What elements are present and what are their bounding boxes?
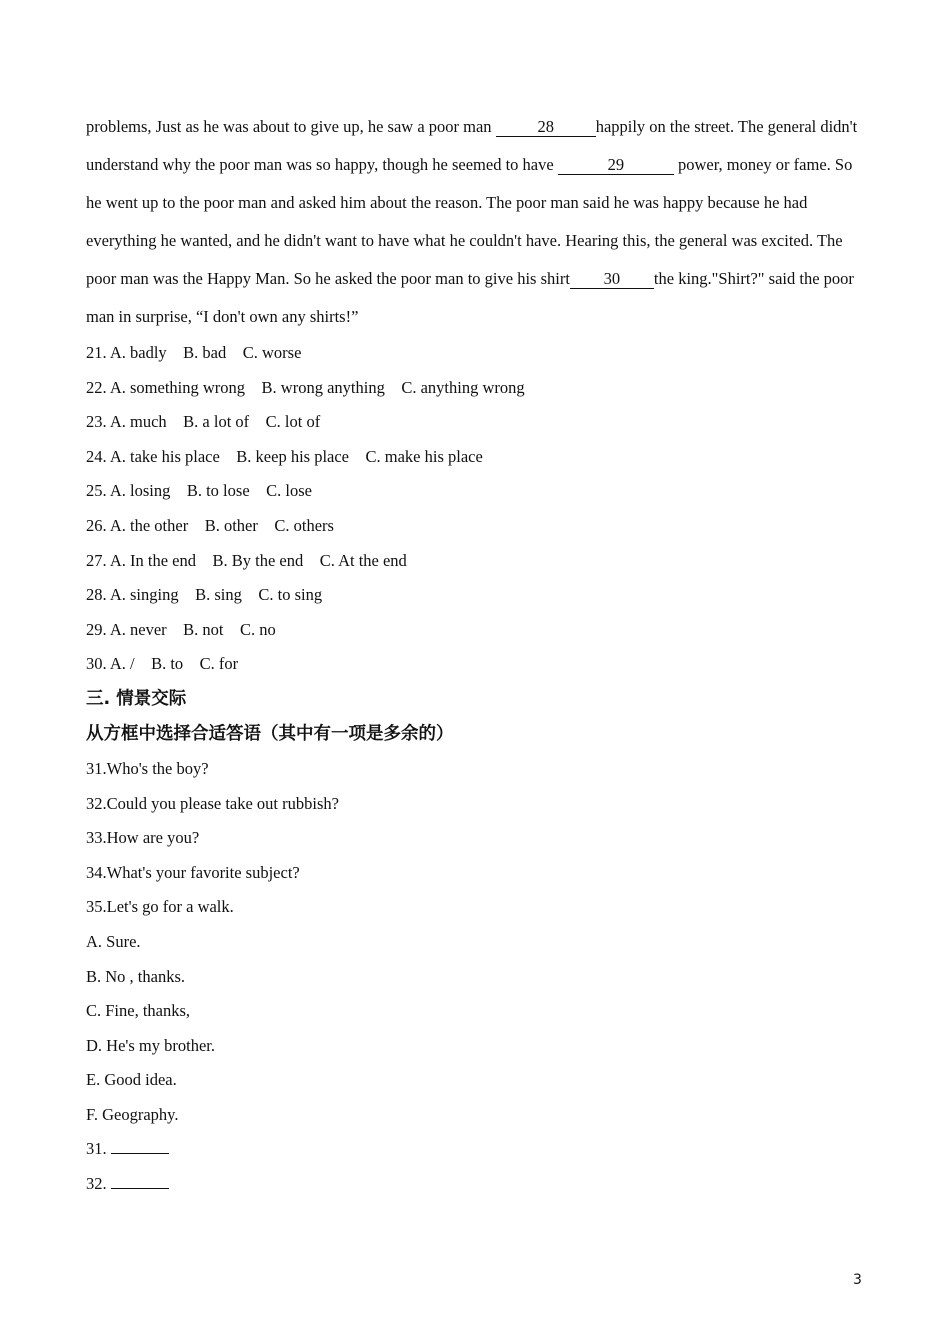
page-content xyxy=(86,108,866,1202)
answer-line-31 xyxy=(86,1132,866,1167)
section-instruction: 从方框中选择合适答语（其中有一项是多余的） xyxy=(86,723,454,744)
blank-29: 29 xyxy=(558,156,674,175)
dialog-question-35: 35.Let's go for a walk. xyxy=(86,897,234,917)
answer-blank-31[interactable] xyxy=(111,1137,169,1154)
answer-label-32: 32. xyxy=(86,1174,111,1194)
question-30: 30. A. / B. to C. for xyxy=(86,654,239,674)
question-22: 22. A. something wrong B. wrong anything C. anything wrong xyxy=(86,377,525,397)
answer-lines xyxy=(86,1132,866,1201)
answer-blank-32[interactable] xyxy=(111,1172,169,1189)
dialog-question-34: 34.What's your favorite subject? xyxy=(86,862,300,882)
option-b: B. No , thanks. xyxy=(86,966,185,986)
dialog-questions xyxy=(86,752,866,925)
passage-text-3: power, money or fame. So he went up to the poor man and asked him about the reason. The poor man said he was happy because he had everything he wanted, and he didn't want to have what he couldn't have. Hearing this, the general was excited. The poor man was the Happy Man. So he asked the poor man to give his shirt xyxy=(86,155,853,288)
question-25: 25. A. losing B. to lose C. lose xyxy=(86,481,312,501)
question-24: 24. A. take his place B. keep his place C. make his place xyxy=(86,446,483,466)
answer-line-32 xyxy=(86,1167,866,1202)
question-26: 26. A. the other B. other C. others xyxy=(86,515,334,535)
passage-text-2: happily on the street. The general didn't understand why the poor man was so happy, though he seemed to have xyxy=(86,117,858,174)
blank-28: 28 xyxy=(496,118,596,137)
blank-30: 30 xyxy=(570,270,654,289)
question-23: 23. A. much B. a lot of C. lot of xyxy=(86,412,321,432)
page-number: 3 xyxy=(853,1272,862,1288)
option-c: C. Fine, thanks, xyxy=(86,1001,191,1021)
answer-label-31: 31. xyxy=(86,1139,111,1159)
cloze-passage xyxy=(86,108,866,336)
question-21: 21. A. badly B. bad C. worse xyxy=(86,343,302,362)
passage-text-4: the king."Shirt?" said the poor man in surprise, “I don't own any shirts!” xyxy=(86,269,854,326)
answer-options xyxy=(86,925,866,1133)
question-27: 27. A. In the end B. By the end C. At the end xyxy=(86,550,407,570)
option-d: D. He's my brother. xyxy=(86,1035,215,1055)
option-a: A. Sure. xyxy=(86,931,141,951)
section-title: 三. 情景交际 xyxy=(86,688,187,709)
option-e: E. Good idea. xyxy=(86,1070,177,1090)
passage-text-1: problems, Just as he was about to give up, he saw a poor man xyxy=(86,117,496,136)
dialog-question-32: 32.Could you please take out rubbish? xyxy=(86,793,339,813)
dialog-question-33: 33.How are you? xyxy=(86,828,200,848)
dialog-question-31: 31.Who's the boy? xyxy=(86,758,209,778)
choice-questions xyxy=(86,336,866,682)
option-f: F. Geography. xyxy=(86,1104,179,1124)
question-28: 28. A. singing B. sing C. to sing xyxy=(86,585,323,605)
question-29: 29. A. never B. not C. no xyxy=(86,619,276,639)
